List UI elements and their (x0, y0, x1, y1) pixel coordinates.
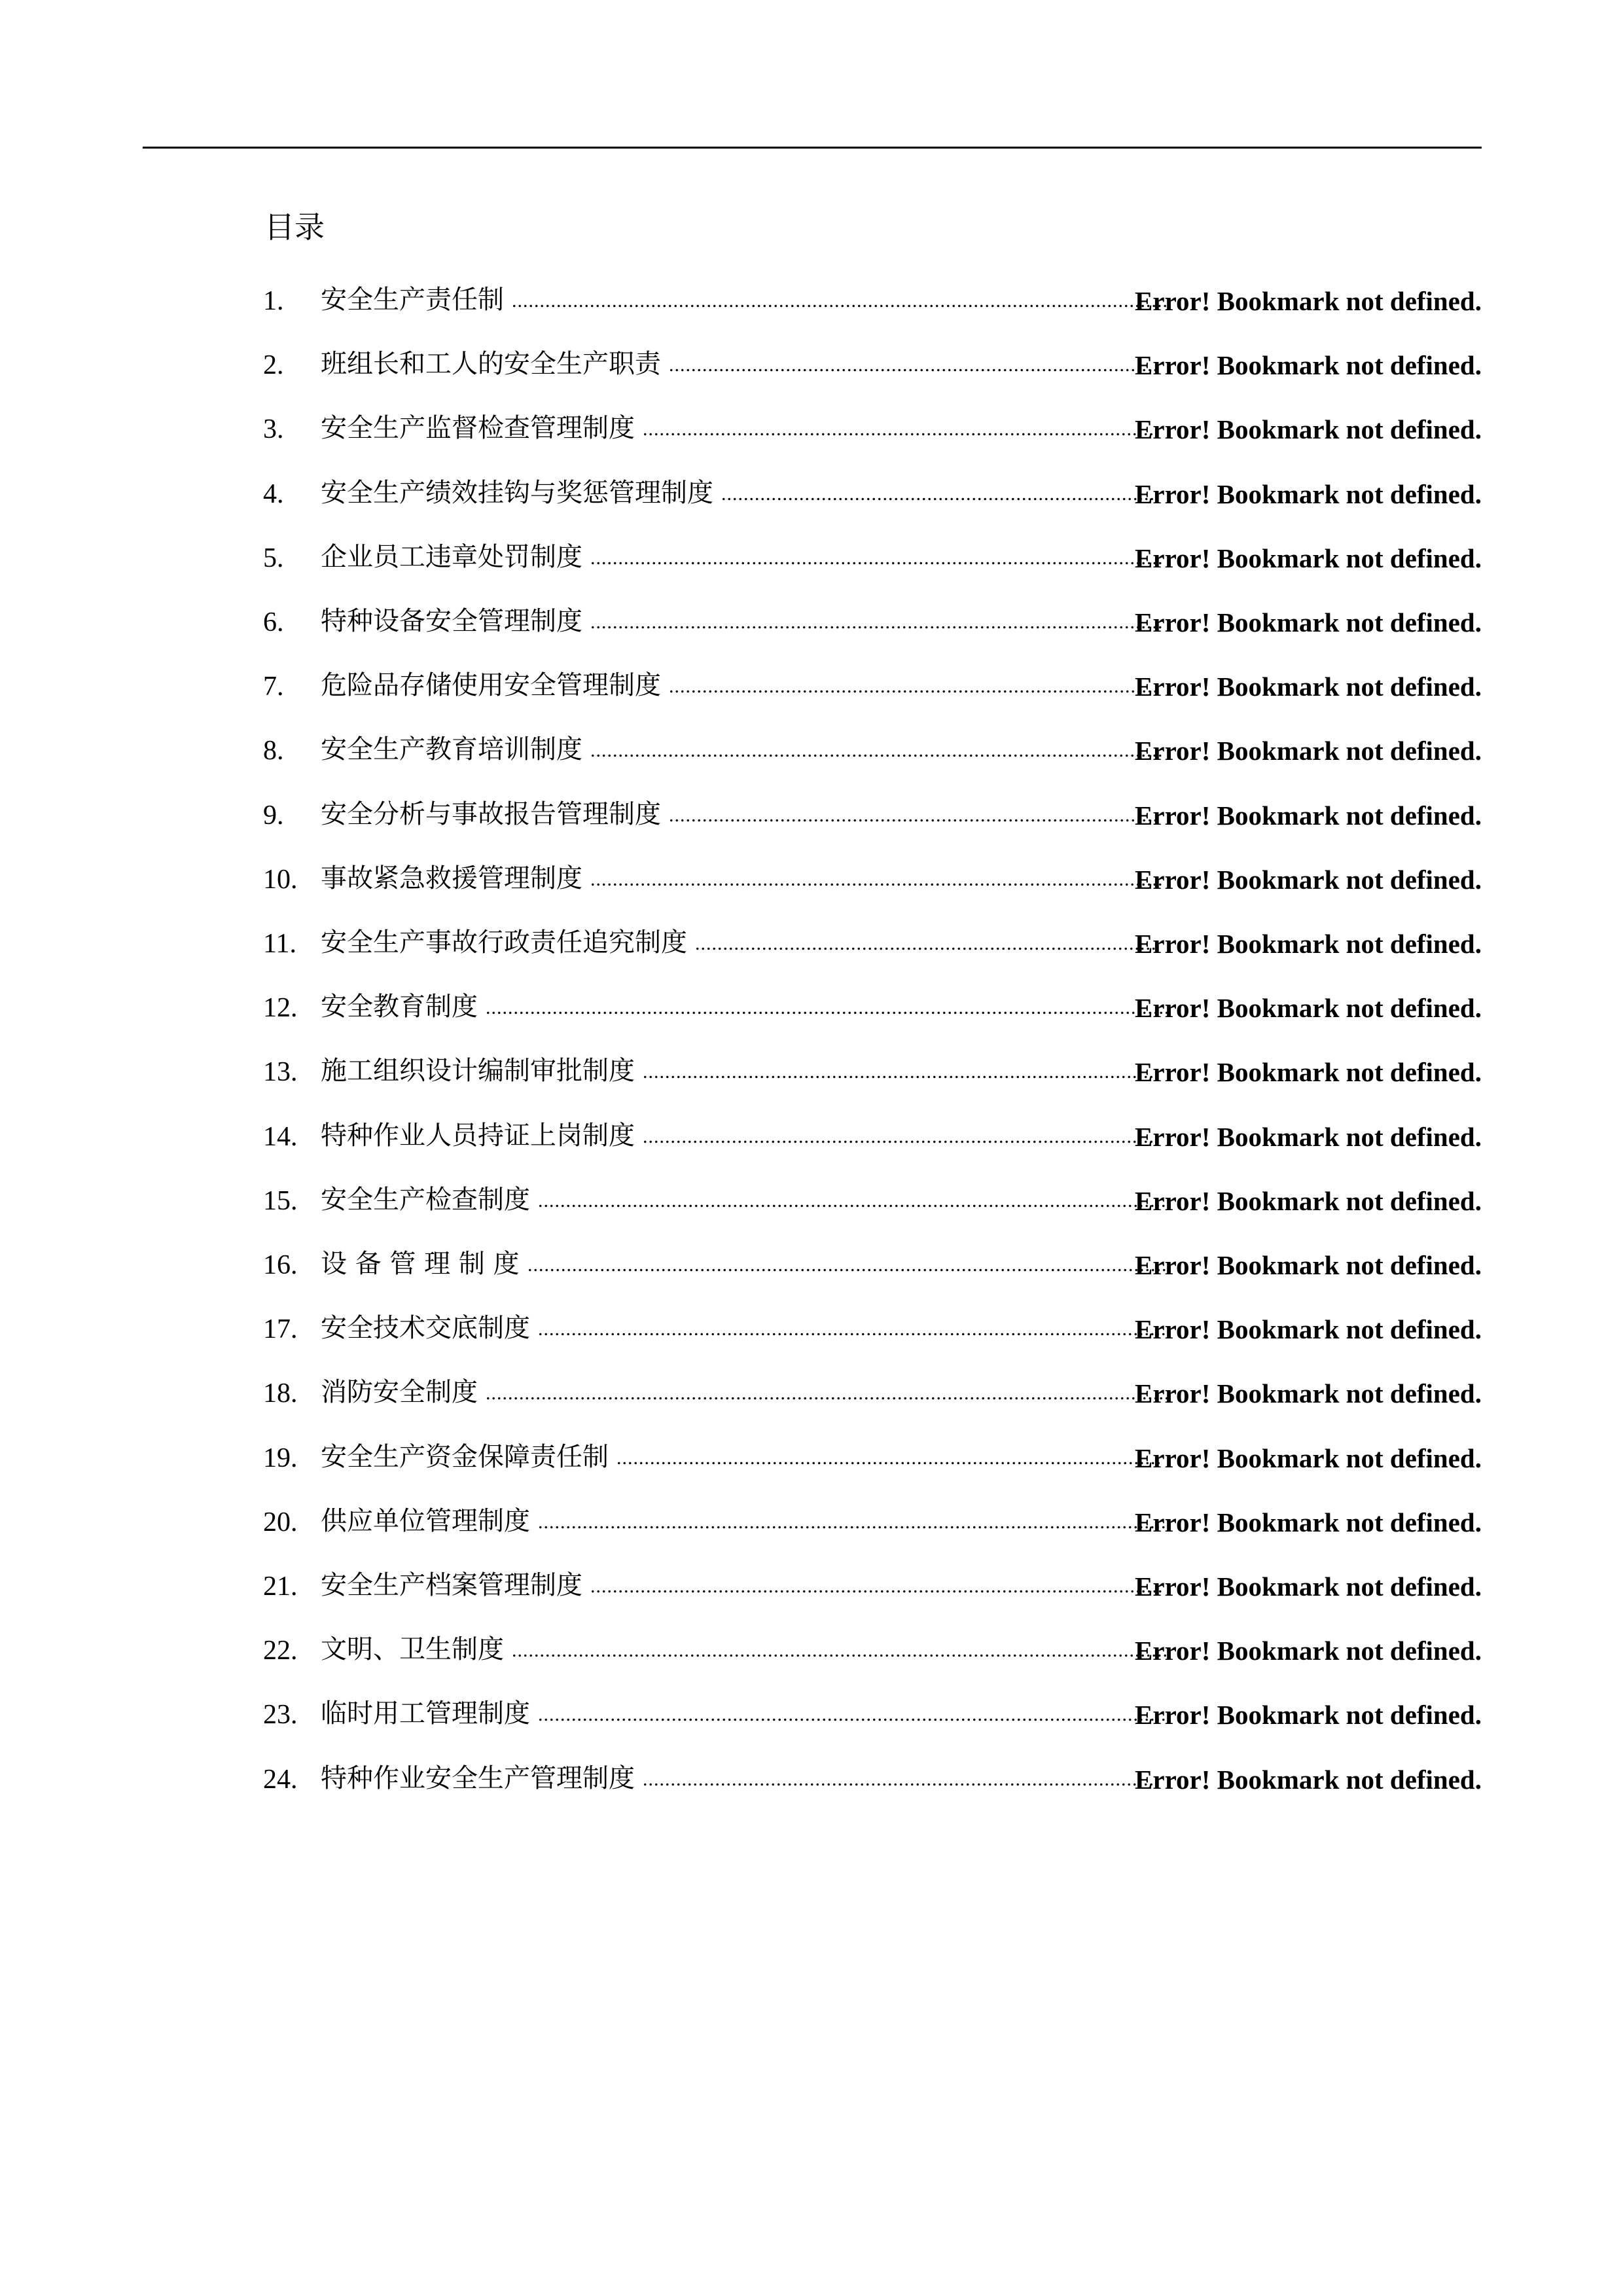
toc-entry-page-ref: Error! Bookmark not defined. (1135, 1057, 1482, 1088)
toc-entry-title: 消防安全制度 (321, 1377, 478, 1408)
toc-entry[interactable] (0, 1747, 1623, 1811)
toc-dot-leader: .............................................................................. (721, 482, 1155, 505)
toc-dot-leader: ....................................................................................................... (590, 740, 1164, 762)
toc-entry-page-ref: Error! Bookmark not defined. (1135, 1764, 1482, 1795)
toc-entry-number: 12. (263, 993, 298, 1024)
toc-entry-page-ref: Error! Bookmark not defined. (1135, 350, 1482, 381)
toc-entry[interactable] (0, 1618, 1623, 1682)
toc-entry[interactable] (0, 526, 1623, 590)
header-rule (143, 147, 1482, 149)
toc-entry-number: 17. (263, 1314, 298, 1345)
toc-entry-page-ref: Error! Bookmark not defined. (1135, 1443, 1482, 1473)
toc-dot-leader: ........................................................................................ (669, 354, 1158, 376)
toc-entry-title: 安全生产资金保障责任制 (321, 1441, 609, 1472)
toc-entry-title: 安全生产责任制 (321, 285, 504, 315)
toc-entry-title: 安全生产绩效挂钩与奖惩管理制度 (321, 477, 713, 508)
toc-entry-number: 9. (263, 800, 284, 831)
toc-entry[interactable] (0, 654, 1623, 718)
toc-entry[interactable] (0, 1426, 1623, 1490)
toc-entry-title: 安全生产教育培训制度 (321, 734, 582, 765)
toc-entry[interactable] (0, 590, 1623, 654)
toc-dot-leader: ................................................................................................................. (538, 1704, 1167, 1726)
toc-entry-number: 6. (263, 607, 284, 637)
toc-entry-title: 文明、卫生制度 (321, 1634, 504, 1665)
toc-entry-page-ref: Error! Bookmark not defined. (1135, 864, 1482, 895)
toc-entry-number: 24. (263, 1764, 298, 1795)
toc-entry[interactable] (0, 1490, 1623, 1554)
toc-entry-number: 8. (263, 736, 284, 766)
toc-entry[interactable] (0, 461, 1623, 526)
toc-dot-leader: ...................................................................................................................... (512, 290, 1168, 312)
toc-entry-page-ref: Error! Bookmark not defined. (1135, 1700, 1482, 1731)
toc-dot-leader: ........................................................................................................................... (486, 997, 1170, 1019)
toc-entry[interactable] (0, 1104, 1623, 1168)
toc-entry-page-ref: Error! Bookmark not defined. (1135, 286, 1482, 316)
toc-entry[interactable] (0, 332, 1623, 397)
toc-dot-leader: ........................................................................................ (669, 675, 1158, 698)
toc-entry-page-ref: Error! Bookmark not defined. (1135, 1121, 1482, 1152)
toc-entry-page-ref: Error! Bookmark not defined. (1135, 1185, 1482, 1216)
toc-dot-leader: ....................................................................................................... (590, 547, 1164, 569)
toc-entry-page-ref: Error! Bookmark not defined. (1135, 993, 1482, 1024)
toc-entry-page-ref: Error! Bookmark not defined. (1135, 800, 1482, 831)
toc-entry[interactable] (0, 975, 1623, 1039)
toc-entry-number: 3. (263, 414, 284, 445)
toc-entry-title: 临时用工管理制度 (321, 1698, 530, 1729)
toc-entry-page-ref: Error! Bookmark not defined. (1135, 478, 1482, 509)
toc-entry[interactable] (0, 1554, 1623, 1618)
toc-entry-title: 设 备 管 理 制 度 (321, 1249, 520, 1279)
toc-entry-title: 特种作业人员持证上岗制度 (321, 1120, 635, 1151)
toc-entry-number: 2. (263, 350, 284, 381)
toc-entry-number: 7. (263, 672, 284, 702)
toc-entry[interactable] (0, 1168, 1623, 1232)
toc-dot-leader: ............................................................................................. (643, 418, 1160, 440)
toc-entry-title: 特种设备安全管理制度 (321, 606, 582, 636)
toc-entry[interactable] (0, 1039, 1623, 1103)
toc-dot-leader: ................................................................................... (695, 933, 1157, 954)
toc-entry-title: 特种作业安全生产管理制度 (321, 1763, 635, 1793)
toc-entry[interactable] (0, 1361, 1623, 1425)
toc-entry[interactable] (0, 1232, 1623, 1297)
toc-entry-title: 安全生产档案管理制度 (321, 1570, 582, 1600)
toc-dot-leader: ............................................................................................. (643, 1125, 1160, 1147)
toc-entry-title: 危险品存储使用安全管理制度 (321, 670, 661, 701)
toc-entry[interactable] (0, 783, 1623, 847)
toc-entry[interactable] (0, 397, 1623, 461)
toc-entry-title: 安全分析与事故报告管理制度 (321, 798, 661, 829)
toc-entry-page-ref: Error! Bookmark not defined. (1135, 672, 1482, 702)
toc-entry[interactable] (0, 1297, 1623, 1361)
toc-entry-page-ref: Error! Bookmark not defined. (1135, 1314, 1482, 1345)
toc-dot-leader: ............................................................................................. (643, 1061, 1160, 1083)
toc-entry-title: 安全生产事故行政责任追究制度 (321, 927, 687, 958)
toc-entry-number: 22. (263, 1636, 298, 1666)
toc-entry-number: 21. (263, 1571, 298, 1602)
toc-entry-number: 18. (263, 1378, 298, 1409)
toc-dot-leader: ........................................................................................ (669, 804, 1158, 826)
toc-entry-number: 4. (263, 478, 284, 509)
toc-dot-leader: ................................................................................................................. (538, 1189, 1167, 1211)
toc-entry-title: 安全技术交底制度 (321, 1313, 530, 1344)
toc-dot-leader: ................................................................................................................... (527, 1254, 1168, 1276)
toc-entry-page-ref: Error! Bookmark not defined. (1135, 414, 1482, 445)
toc-entry-number: 19. (263, 1443, 298, 1473)
toc-entry-number: 10. (263, 864, 298, 895)
toc-entry-page-ref: Error! Bookmark not defined. (1135, 1571, 1482, 1602)
toc-entry-title: 事故紧急救援管理制度 (321, 863, 582, 893)
toc-entry-page-ref: Error! Bookmark not defined. (1135, 1250, 1482, 1280)
toc-dot-leader: ....................................................................................................... (590, 1575, 1164, 1597)
toc-dot-leader: ............................................................................................. (643, 1768, 1160, 1790)
toc-dot-leader: ....................................................................................................... (590, 611, 1164, 633)
toc-dot-leader: ................................................................................................................. (538, 1318, 1167, 1340)
toc-entry[interactable] (0, 718, 1623, 782)
toc-entry-page-ref: Error! Bookmark not defined. (1135, 736, 1482, 766)
toc-entry-page-ref: Error! Bookmark not defined. (1135, 1636, 1482, 1666)
toc-entry-page-ref: Error! Bookmark not defined. (1135, 607, 1482, 637)
toc-entry-page-ref: Error! Bookmark not defined. (1135, 929, 1482, 959)
toc-entry-title: 供应单位管理制度 (321, 1505, 530, 1536)
toc-entry-page-ref: Error! Bookmark not defined. (1135, 1378, 1482, 1409)
toc-entry[interactable] (0, 911, 1623, 975)
toc-entry-number: 20. (263, 1507, 298, 1537)
toc-dot-leader: ...................................................................................................................... (512, 1640, 1168, 1662)
toc-dot-leader: ........................................................................................................................... (486, 1382, 1170, 1405)
toc-entry-title: 班组长和工人的安全生产职责 (321, 349, 661, 380)
toc-entry-number: 11. (263, 929, 296, 959)
toc-entry[interactable] (0, 1682, 1623, 1746)
toc-entry-title: 安全教育制度 (321, 992, 478, 1022)
toc-entry-title: 安全生产监督检查管理制度 (321, 413, 635, 444)
toc-entry[interactable] (0, 268, 1623, 332)
toc-dot-leader: .................................................................................................. (616, 1446, 1162, 1469)
toc-dot-leader: ....................................................................................................... (590, 868, 1164, 890)
toc-entry-number: 1. (263, 286, 284, 316)
toc-entry-page-ref: Error! Bookmark not defined. (1135, 1507, 1482, 1537)
toc-entry[interactable] (0, 847, 1623, 911)
toc-entry-number: 15. (263, 1185, 298, 1216)
toc-heading: 目录 (264, 209, 325, 245)
toc-entry-page-ref: Error! Bookmark not defined. (1135, 543, 1482, 573)
toc-entry-number: 14. (263, 1121, 298, 1152)
toc-entry-title: 安全生产检查制度 (321, 1184, 530, 1215)
toc-entry-number: 5. (263, 543, 284, 573)
toc-dot-leader: ................................................................................................................. (538, 1511, 1167, 1533)
toc-entry-number: 23. (263, 1700, 298, 1731)
toc-entry-number: 16. (263, 1250, 298, 1280)
toc-entry-title: 施工组织设计编制审批制度 (321, 1056, 635, 1086)
toc-entry-number: 13. (263, 1057, 298, 1088)
toc-entry-title: 企业员工违章处罚制度 (321, 541, 582, 572)
